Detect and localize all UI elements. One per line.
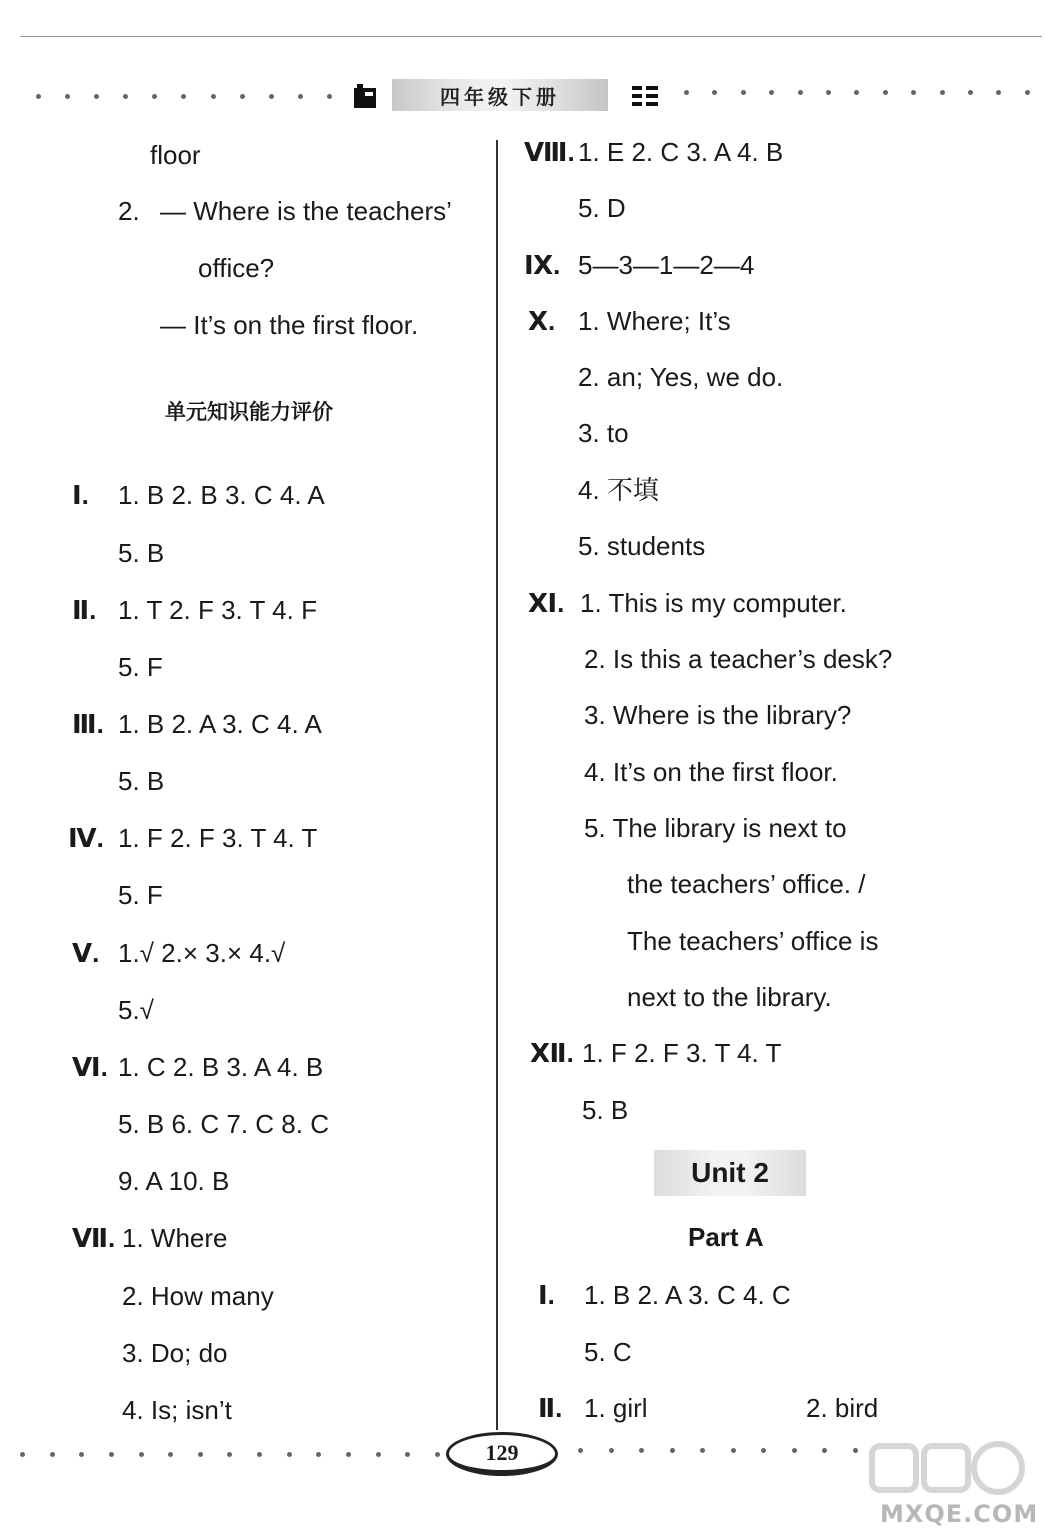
answer-line: 1. This is my computer. (580, 588, 847, 618)
answer-line: 1. F 2. F 3. T 4. T (118, 823, 318, 853)
top-rule (20, 36, 1042, 37)
answer-line: 5. D (578, 193, 626, 223)
answer-line: 5. students (578, 531, 706, 561)
answer-line: 3. Where is the library? (584, 700, 852, 730)
section-label: Ⅲ. (72, 709, 104, 739)
page-number: 129 (446, 1432, 558, 1476)
answer-line: 1. F 2. F 3. T 4. T (582, 1038, 782, 1068)
dialogue-line: — It’s on the first floor. (160, 310, 419, 340)
column-divider (496, 140, 498, 1430)
section-label: Ⅸ. (524, 250, 561, 280)
section-label: Ⅰ. (72, 480, 89, 510)
answer-line: 4. Is; isn’t (122, 1395, 232, 1425)
answer-line: 4. It’s on the first floor. (584, 757, 838, 787)
answer-line: 1. girl (584, 1393, 648, 1423)
answer-line: 1. E 2. C 3. A 4. B (578, 137, 784, 167)
answer-line: 5. B (118, 766, 165, 796)
section-label: Ⅶ. (72, 1223, 116, 1253)
question-number: 2. (118, 196, 140, 226)
pep-logo-icon (630, 84, 660, 108)
answer-line: 5. The library is next to (584, 813, 847, 843)
section-label: Ⅱ. (538, 1393, 563, 1423)
answer-line: next to the library. (627, 982, 832, 1012)
answer-line: 2. Is this a teacher’s desk? (584, 644, 893, 674)
answer-line: 1. Where (122, 1223, 228, 1253)
section-label: Ⅰ. (538, 1280, 555, 1310)
section-label: Ⅺ. (528, 588, 565, 618)
answer-line: 1. Where; It’s (578, 306, 731, 336)
section-label: Ⅻ. (530, 1038, 574, 1068)
answer-line: 1. B 2. B 3. C 4. A (118, 480, 325, 510)
footer-dots-right (578, 1448, 858, 1453)
header-dots-right (684, 90, 1030, 95)
answer-line: 2. bird (806, 1393, 879, 1423)
answer-line: 5—3—1—2—4 (578, 250, 755, 280)
answer-line: 5. B (582, 1095, 629, 1125)
answer-line: 3. to (578, 418, 629, 448)
section-label: Ⅱ. (72, 595, 97, 625)
answer-line: 1. T 2. F 3. T 4. F (118, 595, 317, 625)
answer-line: 5. B (118, 538, 165, 568)
footer-dots-left (20, 1452, 440, 1457)
section-label: Ⅳ. (68, 823, 104, 853)
header-title: 四年级下册 (392, 79, 608, 111)
answer-line: 5. F (118, 652, 163, 682)
dialogue-line: office? (198, 253, 275, 283)
answer-line: 4. 不填 (578, 475, 659, 505)
book-icon (352, 82, 378, 110)
watermark-text: MXQE.COM (880, 1500, 1039, 1528)
answer-line: 5. F (118, 880, 163, 910)
answer-line: 5.√ (118, 995, 154, 1025)
section-label: Ⅴ. (72, 938, 100, 968)
answer-line: 2. an; Yes, we do. (578, 362, 784, 392)
section-label: Ⅵ. (72, 1052, 108, 1082)
answer-line: 1. B 2. A 3. C 4. C (584, 1280, 791, 1310)
answer-line: 1.√ 2.× 3.× 4.√ (118, 938, 286, 968)
answer-line: 5. C (584, 1337, 632, 1367)
answer-line: 1. B 2. A 3. C 4. A (118, 709, 322, 739)
part-title: Part A (688, 1222, 764, 1252)
section-label: Ⅹ. (528, 306, 556, 336)
answer-line: 2. How many (122, 1281, 274, 1311)
dialogue-line: — Where is the teachers’ (160, 196, 452, 226)
section-heading: 单元知识能力评价 (165, 400, 333, 424)
answer-line: 3. Do; do (122, 1338, 228, 1368)
continued-answer: floor (150, 140, 201, 170)
section-label: Ⅷ. (524, 137, 575, 167)
answer-line: 9. A 10. B (118, 1166, 230, 1196)
answer-line: The teachers’ office is (627, 926, 879, 956)
unit-title: Unit 2 (654, 1150, 806, 1196)
answer-line: 1. C 2. B 3. A 4. B (118, 1052, 324, 1082)
header-dots-left (36, 94, 332, 99)
answer-line: the teachers’ office. / (627, 869, 866, 899)
answer-line: 5. B 6. C 7. C 8. C (118, 1109, 329, 1139)
